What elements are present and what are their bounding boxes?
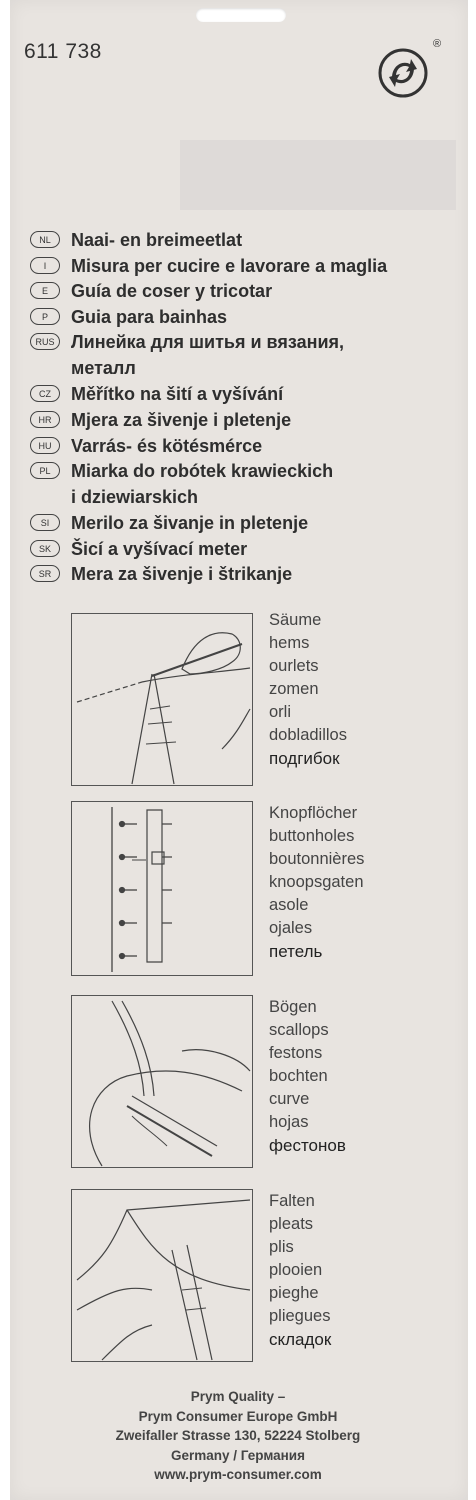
price-label-area — [180, 140, 456, 210]
lang-text: Miarka do robótek krawieckich i dziewiarskich — [71, 461, 334, 507]
language-list — [30, 228, 470, 588]
term: подгибок — [269, 749, 340, 768]
lang-badge: I — [30, 257, 60, 274]
lang-text: Misura per cucire e lavorare a maglia — [71, 255, 388, 276]
term: pieghe — [269, 1284, 319, 1302]
term: scallops — [269, 1021, 329, 1039]
lang-row-cz — [30, 382, 470, 408]
term: петель — [269, 942, 323, 961]
lang-row-nl — [30, 228, 470, 254]
pleats-illustration — [71, 1189, 253, 1362]
lang-badge: HU — [30, 437, 60, 454]
term: zomen — [269, 680, 319, 698]
term: bochten — [269, 1067, 328, 1085]
term: Falten — [269, 1192, 315, 1210]
lang-row-e — [30, 279, 470, 305]
lang-row-sk — [30, 537, 470, 563]
lang-text: Šicí a vyšívací meter — [71, 538, 248, 559]
lang-badge: SI — [30, 514, 60, 531]
lang-badge: HR — [30, 411, 60, 428]
term: curve — [269, 1090, 310, 1108]
term: plooien — [269, 1261, 323, 1279]
lang-badge: NL — [30, 231, 60, 248]
footer-line: Prym Consumer Europe GmbH — [138, 1408, 338, 1424]
lang-badge: P — [30, 308, 60, 325]
lang-badge: E — [30, 282, 60, 299]
lang-row-si — [30, 511, 470, 537]
lang-text: Линейка для шитья и вязания, металл — [71, 332, 345, 378]
lang-text: Mera za šivenje i štrikanje — [71, 564, 293, 585]
manufacturer-footer — [0, 1387, 476, 1485]
lang-text: Guia para bainhas — [71, 306, 228, 327]
term: hems — [269, 634, 310, 652]
lang-text: Varrás- és kötésmérce — [71, 435, 263, 456]
pleats-terms — [269, 1190, 331, 1351]
term: pleats — [269, 1215, 314, 1233]
lang-text: Merilo za šivanje in pletenje — [71, 513, 309, 534]
article-number: 611 738 — [24, 40, 102, 63]
term: ojales — [269, 919, 313, 937]
hems-terms — [269, 609, 347, 770]
term: knoopsgaten — [269, 873, 364, 891]
lang-badge: SR — [30, 565, 60, 582]
buttonholes-illustration — [71, 801, 253, 976]
term: Bögen — [269, 998, 317, 1016]
hems-illustration — [71, 613, 253, 786]
term: ourlets — [269, 657, 319, 675]
term: dobladillos — [269, 726, 347, 744]
lang-row-sr — [30, 562, 470, 588]
lang-text: Naai- en breimeetlat — [71, 230, 243, 250]
term: pliegues — [269, 1307, 331, 1325]
scallops-illustration — [71, 995, 253, 1168]
term: orli — [269, 703, 292, 721]
registered-mark: ® — [433, 38, 442, 50]
term: hojas — [269, 1113, 309, 1131]
lang-text: Guía de coser y tricotar — [71, 281, 273, 302]
lang-badge: CZ — [30, 385, 60, 402]
hang-hole — [196, 8, 286, 22]
term: asole — [269, 896, 309, 914]
scallops-terms — [269, 996, 346, 1157]
term: boutonnières — [269, 850, 365, 868]
lang-row-p — [30, 305, 470, 331]
recycle-icon — [378, 48, 428, 98]
term: фестонов — [269, 1136, 346, 1155]
buttonholes-terms — [269, 802, 364, 963]
lang-text: Měřítko na šití a vyšívání — [71, 384, 284, 405]
lang-text: Mjera za šivenje i pletenje — [71, 409, 292, 430]
lang-row-hr — [30, 408, 470, 434]
footer-website: www.prym-consumer.com — [154, 1467, 322, 1482]
lang-row-hu — [30, 434, 470, 460]
lang-badge: RUS — [30, 333, 60, 350]
term: Säume — [269, 611, 322, 629]
lang-row-i — [30, 254, 470, 280]
term: festons — [269, 1044, 323, 1062]
footer-line: Zweifaller Strasse 130, 52224 Stolberg — [115, 1428, 361, 1443]
lang-row-rus — [30, 330, 470, 382]
term: складок — [269, 1330, 332, 1349]
term: buttonholes — [269, 827, 355, 845]
term: Knopflöcher — [269, 804, 358, 822]
term: plis — [269, 1238, 294, 1256]
lang-row-pl — [30, 459, 470, 511]
footer-line: Germany / Германия — [171, 1447, 305, 1463]
lang-badge: PL — [30, 462, 60, 479]
footer-line: Prym Quality – — [190, 1389, 286, 1404]
lang-badge: SK — [30, 540, 60, 557]
